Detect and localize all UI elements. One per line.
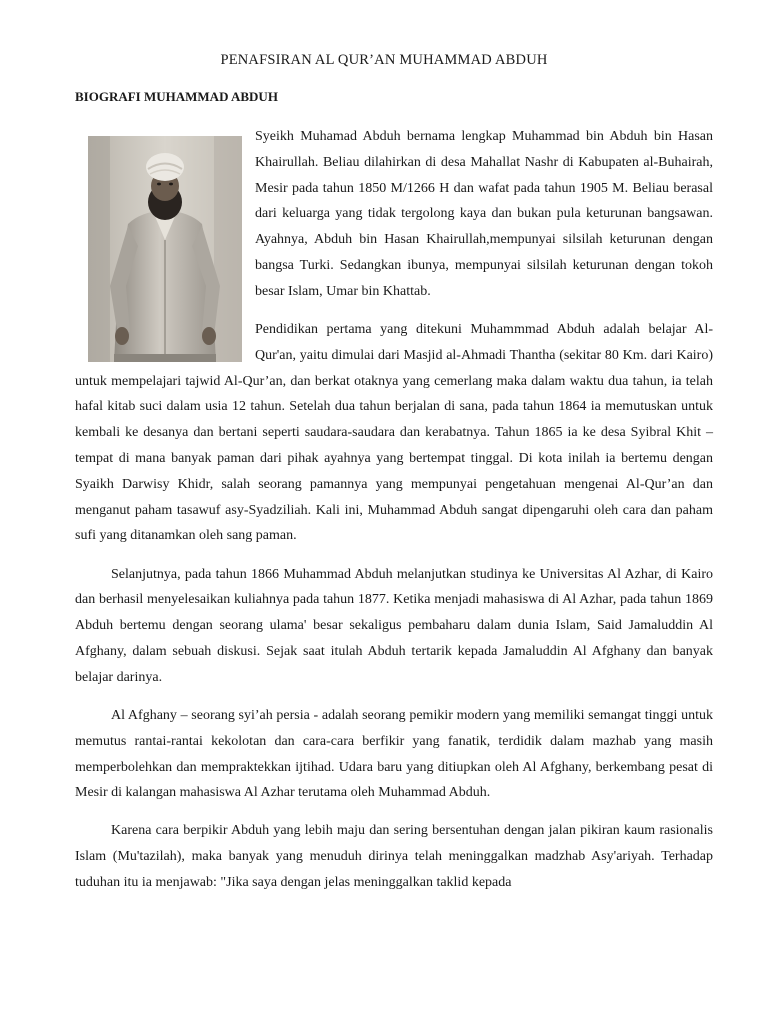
paragraph-1: Syeikh Muhamad Abduh bernama lengkap Muhammad bin Abduh bin Hasan Khairullah. Beliau dilahirkan di desa Mahallat Nashr di Kabupaten al-Buhairah, Mesir pada tahun 1850 M/1266 H dan wafat pada tahun 1905 M. Beliau berasal dari keluarga yang tidak tergolong kaya dan bukan pula keturunan bangsawan. Ayahnya, Abduh bin Hasan Khairullah,mempunyai silsilah keturunan dengan bangsa Turki. Sedangkan ibunya, mempunyai silsilah keturunan dengan tokoh besar Islam, Umar bin Khattab.	[255, 129, 713, 299]
paragraph-3: Selanjutnya, pada tahun 1866 Muhammad Abduh melanjutkan studinya ke Universitas Al Azhar, di Kairo dan berhasil menyelesaikan kuliahnya pada tahun 1877. Ketika menjadi mahasiswa di Al Azhar, pada tahun 1869 Abduh bertemu dengan seorang ulama' besar sekaligus pembaharu dalam dunia Islam, Said Jamaluddin Al Afghany, dalam sebuah diskusi. Sejak saat itulah Abduh tertarik kepada Jamaluddin Al Afghany dan banyak belajar darinya.	[75, 566, 713, 685]
paragraph-5: Karena cara berpikir Abduh yang lebih maju dan sering bersentuhan dengan jalan pikiran kaum rasionalis Islam (Mu'tazilah), maka banyak yang menuduh dirinya telah meninggalkan madzhab Asy'ariyah. Terhadap tuduhan itu ia menjawab: "Jika saya dengan jelas meninggalkan taklid kepada	[75, 823, 713, 891]
photo-spacer	[75, 124, 255, 366]
page-title: PENAFSIRAN AL QUR’AN MUHAMMAD ABDUH	[220, 52, 548, 68]
paragraph-2: Pendidikan pertama yang ditekuni Muhammmad Abduh adalah belajar Al-Qur'an, yaitu dimulai dari Masjid al-Ahmadi Thantha (sekitar 80 Km. dari Kairo) untuk mempelajari tajwid Al-Qur’an, dan berkat otaknya yang cemerlang maka dalam waktu dua tahun, ia telah hafal kitab suci dalam usia 12 tahun. Setelah dua tahun berjalan di sana, pada tahun 1864 ia memutuskan untuk kembali ke desanya dan bertani seperti saudara-saudara dan kerabatnya. Tahun 1865 ia ke desa Syibral Khit – tempat di mana banyak paman dari pihak ayahnya yang bertempat tinggal. Di kota inilah ia bertemu dengan Syaikh Darwisy Khidr, salah seorang pamannya yang mempunyai pengetahuan mengenai Al-Qur’an dan menganut paham tasawuf asy-Syadziliah. Kali ini, Muhammad Abduh sangat dipengaruhi oleh cara dan paham sufi yang ditanamkan oleh sang paman.	[75, 321, 713, 544]
paragraph-4: Al Afghany – seorang syi’ah persia - adalah seorang pemikir modern yang memiliki semangat tinggi untuk memutus rantai-rantai kekolotan dan cara-cara berfikir yang fanatik, terdidik dalam mazhab yang masih memperbolehkan dan mempraktekkan ijtihad. Udara baru yang ditiupkan oleh Al Afghany, berkembang pesat di Mesir di kalangan mahasiswa Al Azhar terutama oleh Muhammad Abduh.	[75, 707, 713, 801]
article-body	[75, 124, 713, 908]
section-heading: BIOGRAFI MUHAMMAD ABDUH	[75, 89, 278, 104]
